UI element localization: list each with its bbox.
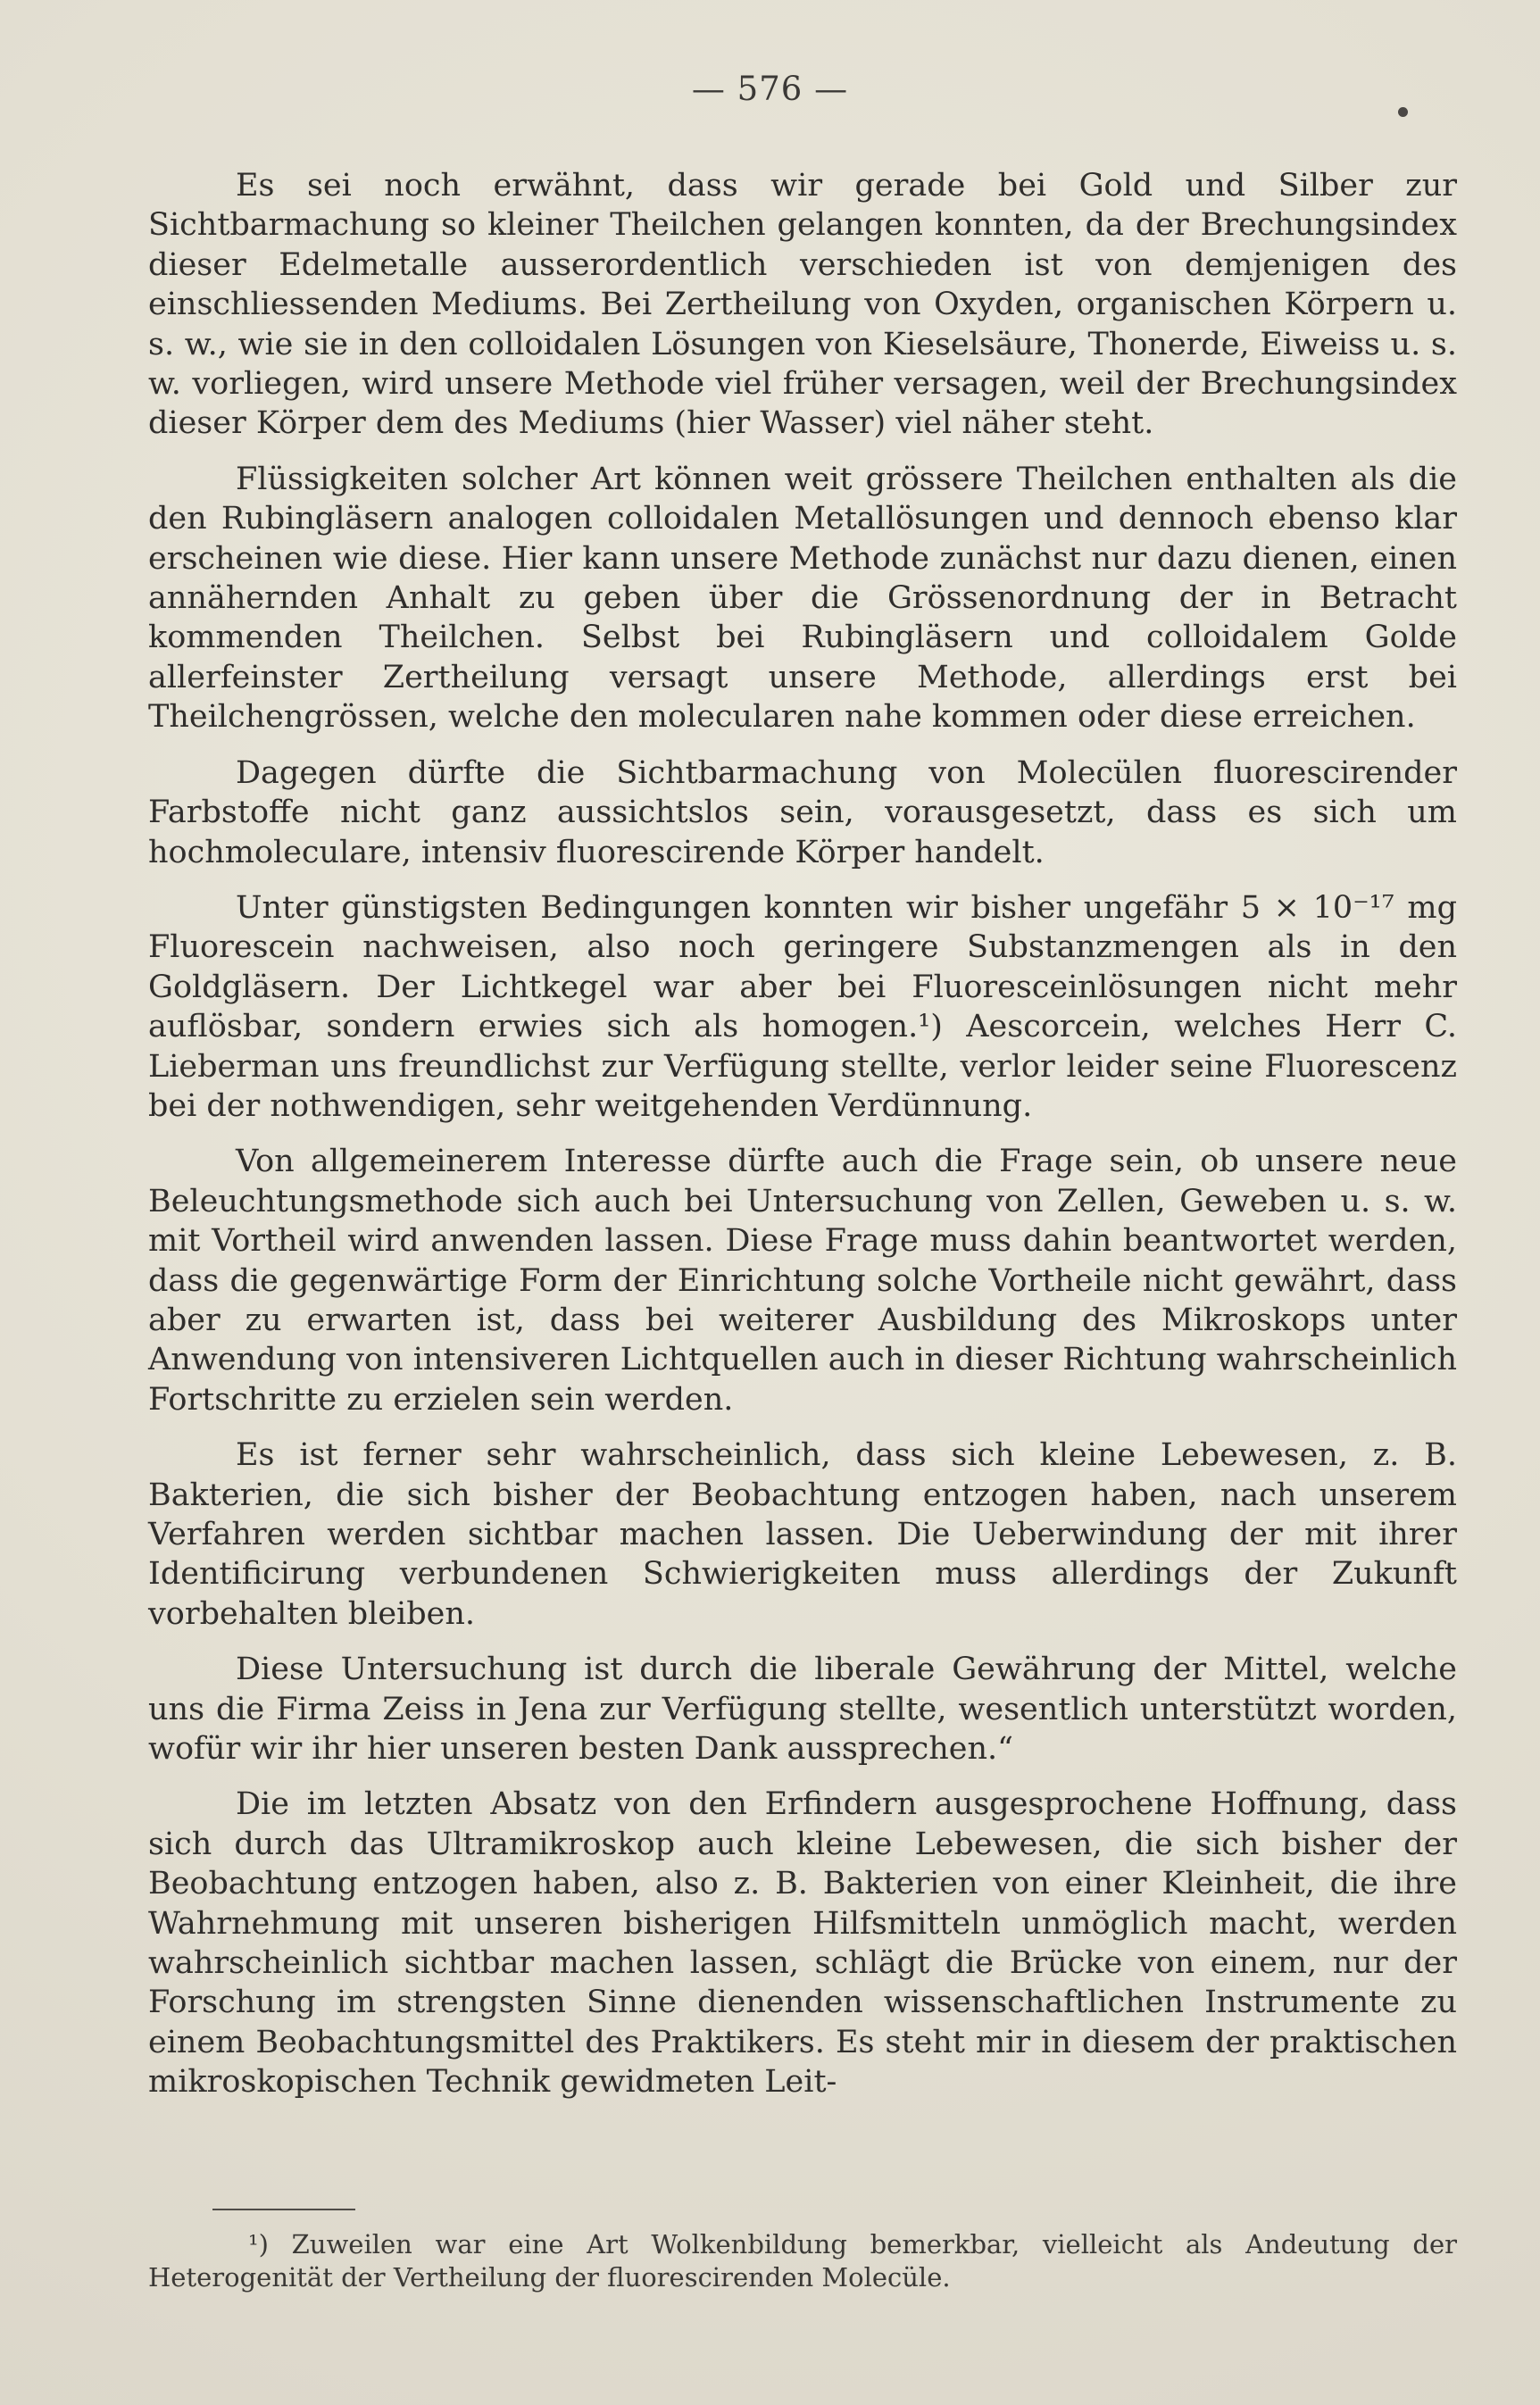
- page-number: — 576 —: [691, 70, 849, 108]
- ink-speck: [1398, 107, 1408, 117]
- body-text: [148, 166, 1457, 2118]
- paragraph-7: Diese Untersuchung ist durch die liberale Gewährung der Mittel, welche uns die Firma Zeiss in Jena zur Verfügung stellte, wesentlich unterstützt worden, wofür wir ihr hier unseren besten Dank aussprechen.“: [148, 1652, 1457, 1768]
- paragraph-5: Von allgemeinerem Interesse dürfte auch die Frage sein, ob unsere neue Beleuchtungsmethode sich auch bei Untersuchung von Zellen, Geweben u. s. w. mit Vortheil wird anwenden lassen. Diese Frage muss dahin beantwortet werden, dass die gegenwärtige Form der Einrichtung solche Vortheile nicht gewährt, dass aber zu erwarten ist, dass bei weiterer Ausbildung des Mikroskops unter Anwendung von intensiveren Lichtquellen auch in dieser Richtung wahrscheinlich Fortschritte zu erzielen sein werden.: [148, 1144, 1457, 1418]
- paragraph-2: Flüssigkeiten solcher Art können weit grössere Theilchen enthalten als die den Rubingläsern analogen colloidalen Metallösungen und dennoch ebenso klar erscheinen wie diese. Hier kann unsere Methode zunächst nur dazu dienen, einen annähernden Anhalt zu geben über die Grössenordnung der in Betracht kommenden Theilchen. Selbst bei Rubingläsern und colloidalem Golde allerfeinster Zertheilung versagt unsere Methode, allerdings erst bei Theilchengrössen, welche den molecularen nahe kommen oder diese erreichen.: [148, 461, 1457, 736]
- footnote-divider: [212, 2209, 355, 2210]
- paragraph-6: Es ist ferner sehr wahrscheinlich, dass sich kleine Lebewesen, z. B. Bakterien, die sich bisher der Beobachtung entzogen haben, nach unserem Verfahren werden sichtbar machen lassen. Die Ueberwindung der mit ihrer Identificirung verbundenen Schwierigkeiten muss allerdings der Zukunft vorbehalten bleiben.: [148, 1437, 1457, 1632]
- paragraph-4: Unter günstigsten Bedingungen konnten wir bisher ungefähr 5 × 10⁻¹⁷ mg Fluorescein nachweisen, also noch geringere Substanzmengen als in den Goldgläsern. Der Lichtkegel war aber bei Fluoresceinlösungen nicht mehr auflösbar, sondern erwies sich als homogen.¹) Aescorcein, welches Herr C. Lieberman uns freundlichst zur Verfügung stellte, verlor leider seine Fluorescenz bei der nothwendigen, sehr weitgehenden Verdünnung.: [148, 889, 1457, 1124]
- paragraph-3: Dagegen dürfte die Sichtbarmachung von Molecülen fluorescirender Farbstoffe nicht ganz aussichtslos sein, vorausgesetzt, dass es sich um hochmoleculare, intensiv fluorescirende Körper handelt.: [148, 754, 1457, 870]
- footnote: ¹) Zuweilen war eine Art Wolkenbildung bemerkbar, vielleicht als Andeutung der Heterogenität der Vertheilung der fluorescirenden Molecüle.: [148, 2229, 1457, 2293]
- paragraph-1: Es sei noch erwähnt, dass wir gerade bei Gold und Silber zur Sichtbarmachung so kleiner Theilchen gelangen konnten, da der Brechungsindex dieser Edelmetalle ausserordentlich verschieden ist von demjenigen des einschliessenden Mediums. Bei Zertheilung von Oxyden, organischen Körpern u. s. w., wie sie in den colloidalen Lösungen von Kieselsäure, Thonerde, Eiweiss u. s. w. vorliegen, wird unsere Methode viel früher versagen, weil der Brechungsindex dieser Körper dem des Mediums (hier Wasser) viel näher steht.: [148, 168, 1457, 442]
- paragraph-8: Die im letzten Absatz von den Erfindern ausgesprochene Hoffnung, dass sich durch das Ultramikroskop auch kleine Lebewesen, die sich bisher der Beobachtung entzogen haben, also z. B. Bakterien von einer Kleinheit, die ihre Wahrnehmung mit unseren bisherigen Hilfsmitteln unmöglich macht, werden wahrscheinlich sichtbar machen lassen, schlägt die Brücke von einem, nur der Forschung im strengsten Sinne dienenden wissenschaftlichen Instrumente zu einem Beobachtungsmittel des Praktikers. Es steht mir in diesem der praktischen mikroskopischen Technik gewidmeten Leit-: [148, 1786, 1457, 2101]
